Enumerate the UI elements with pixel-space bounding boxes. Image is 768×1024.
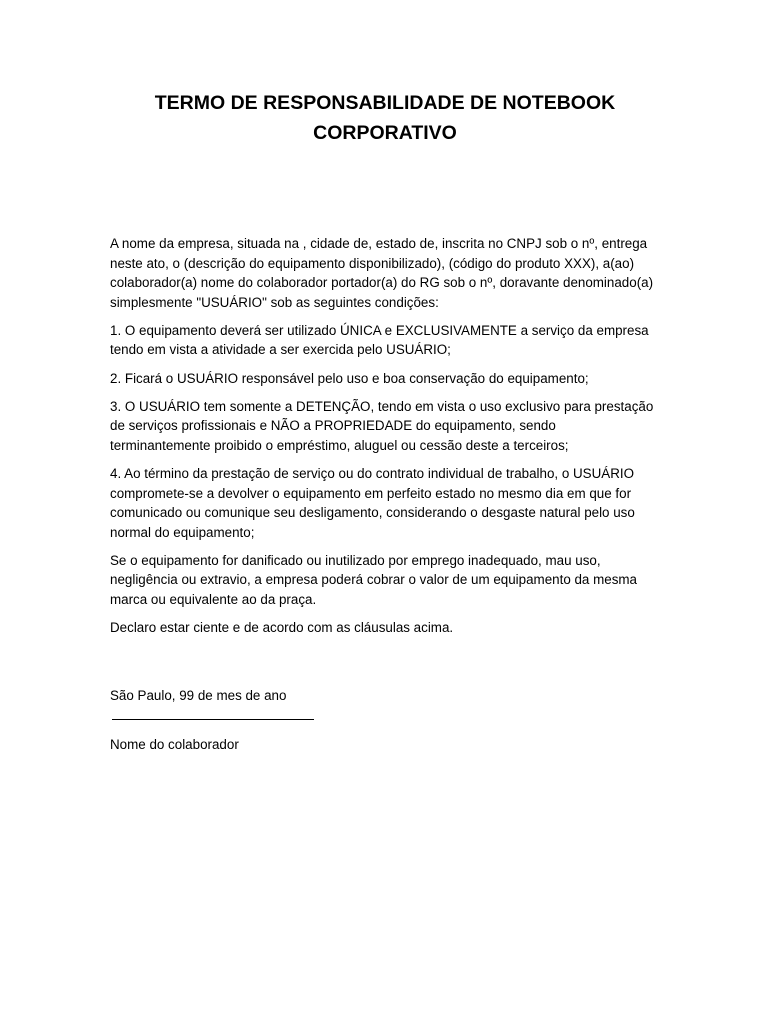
signer-name: Nome do colaborador	[110, 737, 239, 753]
title-line-1: TERMO DE RESPONSABILIDADE DE NOTEBOOK	[154, 92, 616, 114]
clause-3: 3. O USUÁRIO tem somente a DETENÇÃO, tendo em vista o uso exclusivo para prestação de serviços profissionais e NÃO a PROPRIEDADE do equipamento, sendo terminantemente proibido o empréstimo, aluguel ou cessão deste a terceiros;	[110, 398, 654, 453]
signature-line	[112, 719, 314, 720]
document-title	[110, 88, 660, 148]
title-line-2: CORPORATIVO	[313, 122, 457, 144]
declaration: Declaro estar ciente e de acordo com as cláusulas acima.	[110, 620, 454, 636]
place-and-date: São Paulo, 99 de mes de ano	[110, 687, 287, 703]
clause-2: 2. Ficará o USUÁRIO responsável pelo uso e boa conservação do equipamento;	[110, 370, 589, 386]
intro-paragraph: A nome da empresa, situada na , cidade de, estado de, inscrita no CNPJ sob o nº, entrega neste ato, o (descrição do equipamento disponibilizado), (código do produto XXX), a(ao) colaborador(a) nome do colaborador portador(a) do RG sob o nº, doravante denominado(a) simplesmente "USUÁRIO" sob as seguintes condições:	[110, 236, 654, 310]
clause-1: 1. O equipamento deverá ser utilizado ÚNICA e EXCLUSIVAMENTE a serviço da empresa tendo em vista a atividade a ser exercida pelo USUÁRIO;	[110, 322, 649, 358]
damage-clause: Se o equipamento for danificado ou inutilizado por emprego inadequado, mau uso, negligência ou extravio, a empresa poderá cobrar o valor de um equipamento da mesma marca ou equivalente ao da praça.	[110, 552, 638, 607]
clause-4: 4. Ao término da prestação de serviço ou do contrato individual de trabalho, o USUÁRIO compromete-se a devolver o equipamento em perfeito estado no mesmo dia em que for comunicado ou comunique seu desligamento, considerando o desgaste natural pelo uso normal do equipamento;	[110, 465, 635, 540]
document-body	[110, 234, 660, 638]
